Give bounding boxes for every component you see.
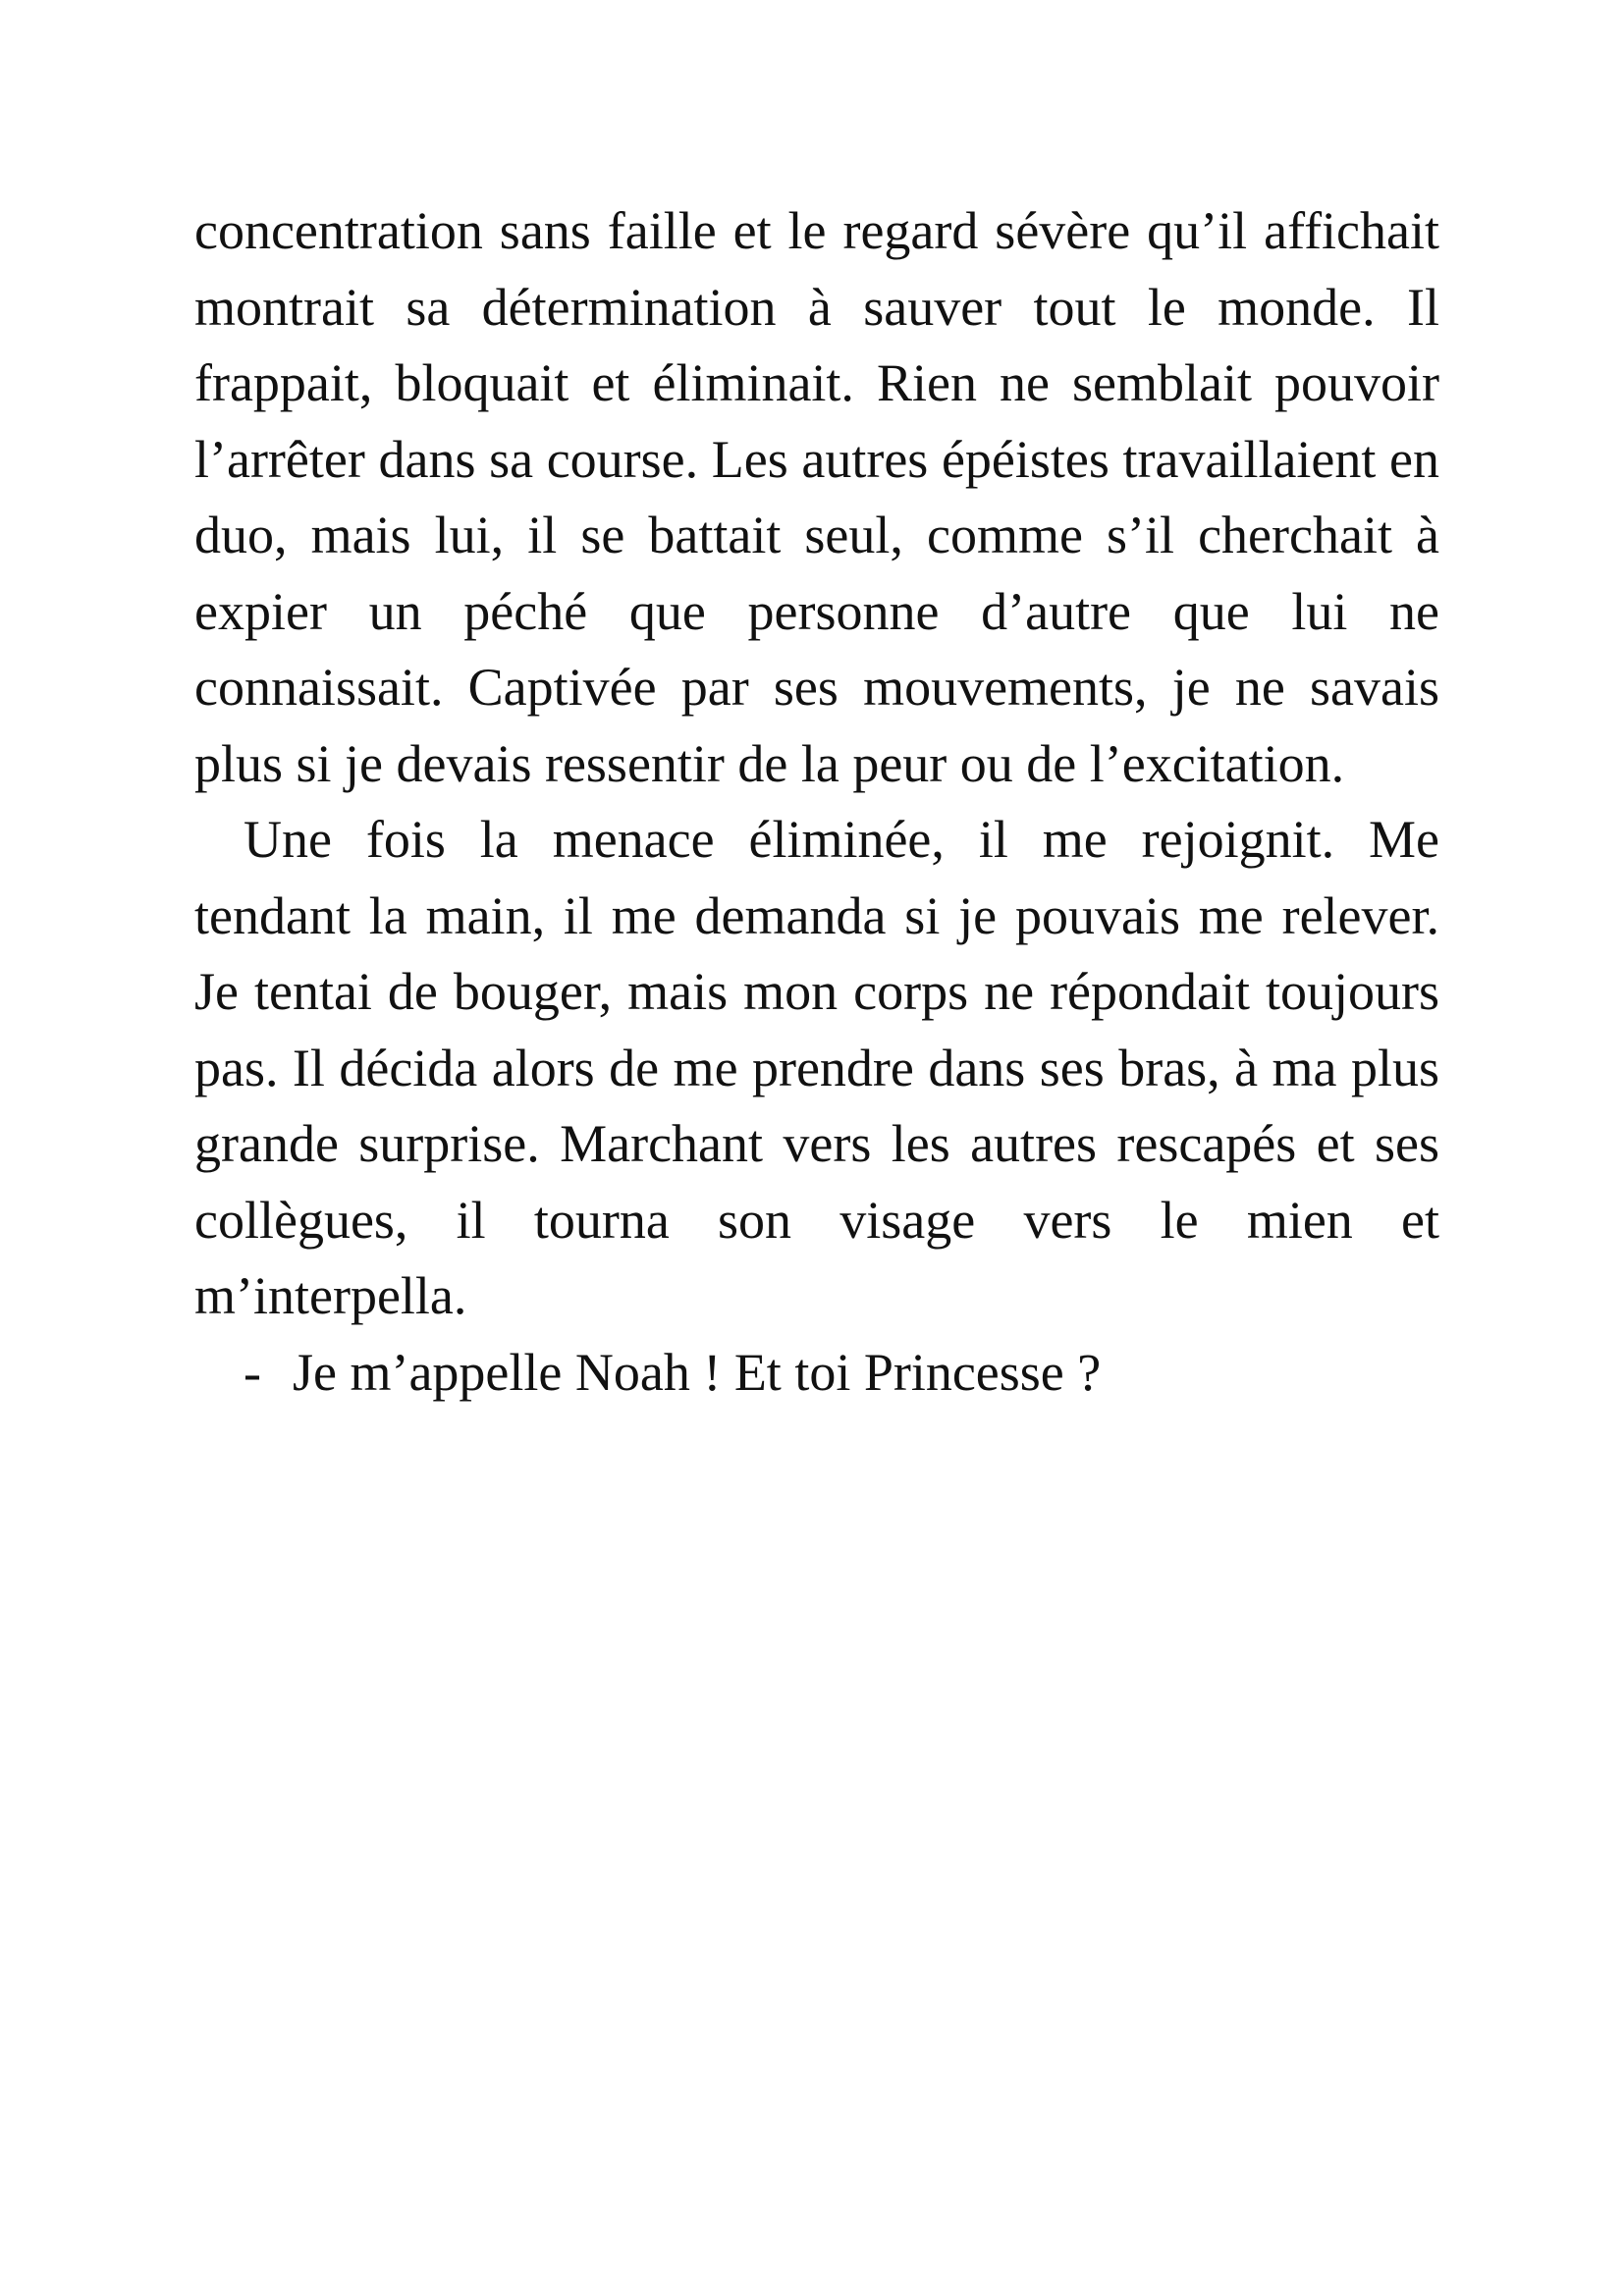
paragraph-rescue: Une fois la menace éliminée, il me rejoignit. Me tendant la main, il me demanda si je pouvais me relever. Je tentai de bouger, mais mon corps ne répondait toujours pas. Il décida alors de me prendre dans ses bras, à ma plus grande surprise. Marchant vers les autres rescapés et ses collègues, il tourna son visage vers le mien et m’interpella. [194,810,1439,1325]
dialogue-line [194,1335,1439,1412]
paragraph-continuation: concentration sans faille et le regard sévère qu’il affichait montrait sa détermination à sauver tout le monde. Il frappait, bloquait et éliminait. Rien ne semblait pouvoir l’arrêter dans sa course. Les autres épéistes travaillaient en duo, mais lui, il se battait seul, comme s’il cherchait à expier un péché que personne d’autre que lui ne connaissait. Captivée par ses mouvements, je ne savais plus si je devais ressentir de la peur ou de l’excitation. [194,201,1439,793]
body-text [194,193,1439,1411]
dialogue-dash: - [244,1342,261,1402]
dialogue-text: Je m’appelle Noah ! Et toi Princesse ? [293,1342,1102,1402]
